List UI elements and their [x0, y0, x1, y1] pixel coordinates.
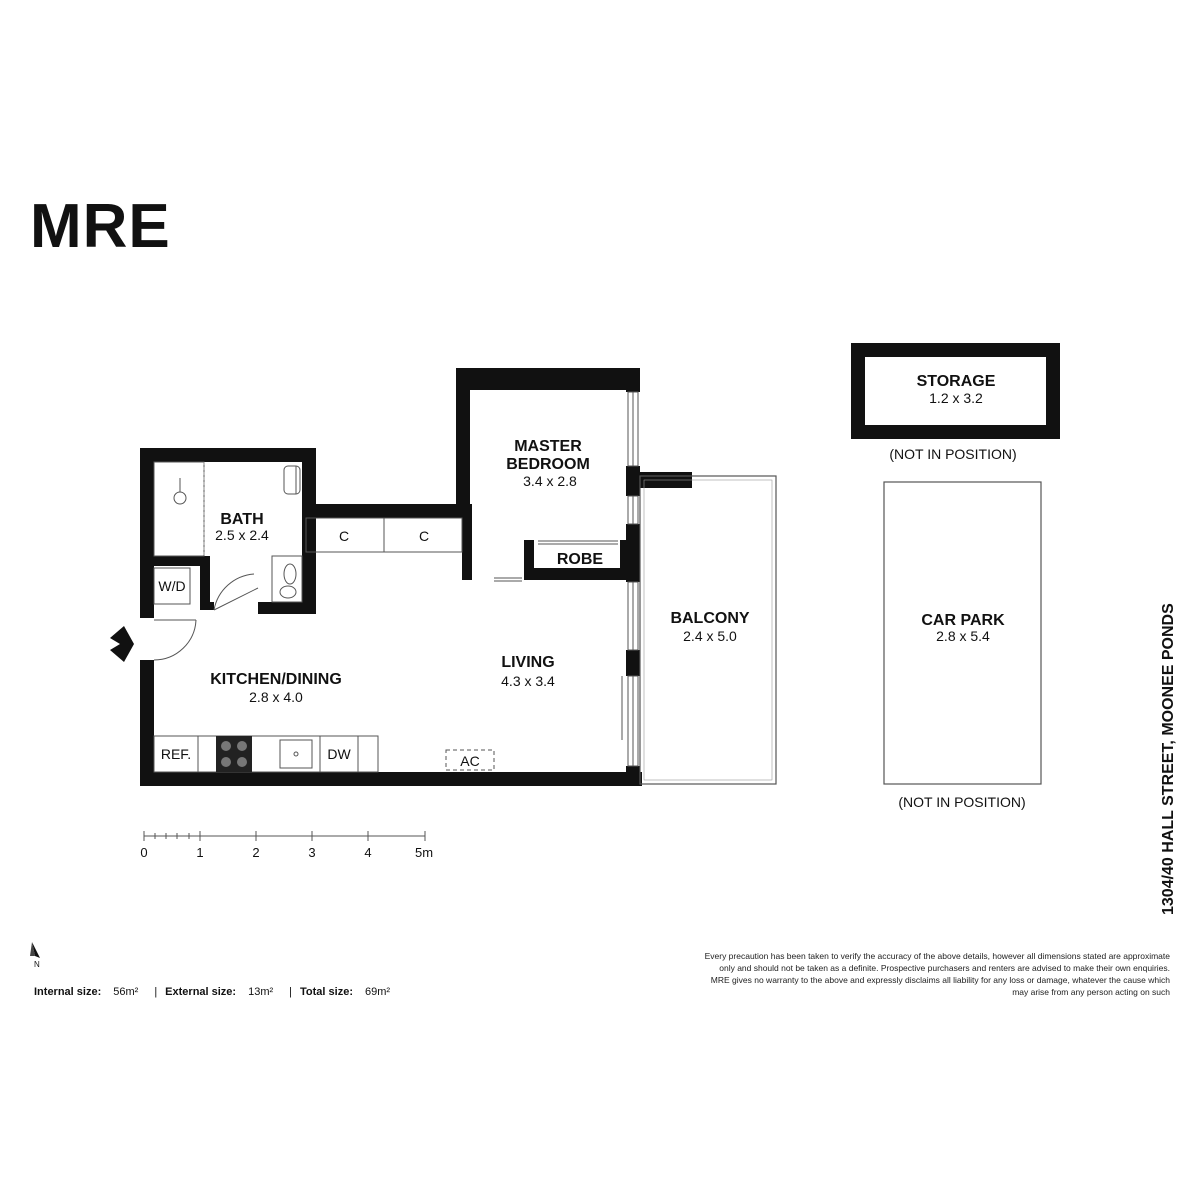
- storage-label: STORAGE: [916, 373, 996, 390]
- size-separator-2: |: [289, 986, 293, 998]
- car-park-label: CAR PARK: [921, 612, 1005, 629]
- cupboards: [306, 518, 462, 552]
- storage-size: 1.2 x 3.2: [929, 390, 983, 406]
- storage-note: (NOT IN POSITION): [889, 446, 1017, 462]
- internal-size-value: 56m²: [113, 986, 139, 998]
- total-size-value: 69m²: [365, 986, 391, 998]
- scale-tick-4: 4: [364, 845, 372, 860]
- entry-arrow-icon: [110, 626, 134, 662]
- living-size: 4.3 x 3.4: [501, 673, 555, 689]
- scale-tick-2: 2: [252, 845, 260, 860]
- dishwasher-label: DW: [327, 746, 351, 762]
- living-label: LIVING: [501, 654, 555, 671]
- brand-logo: MRE: [30, 192, 171, 261]
- toilet: [284, 466, 300, 494]
- master-bedroom-size: 3.4 x 2.8: [523, 473, 577, 489]
- scale-tick-5: 5m: [414, 845, 434, 860]
- scale-bar: [144, 831, 425, 841]
- scale-tick-0: 0: [140, 845, 148, 860]
- north-arrow-icon: [30, 942, 40, 958]
- scale-tick-1: 1: [196, 845, 204, 860]
- scale-tick-3: 3: [308, 845, 316, 860]
- size-separator-1: |: [154, 986, 158, 998]
- robe-label: ROBE: [556, 551, 604, 568]
- master-bedroom-label-1: MASTER: [514, 438, 582, 455]
- bath-size: 2.5 x 2.4: [215, 527, 269, 543]
- balcony-size: 2.4 x 5.0: [683, 628, 737, 644]
- size-summary: [34, 986, 398, 998]
- bath-label: BATH: [220, 511, 264, 528]
- kitchen-sink: [280, 740, 312, 768]
- north-label: N: [34, 960, 40, 969]
- external-size-label: External size:: [165, 986, 237, 998]
- kitchen-dining-size: 2.8 x 4.0: [249, 689, 303, 705]
- external-size-value: 13m²: [248, 986, 274, 998]
- disclaimer-text: Every precaution has been taken to verify the accuracy of the above details, however all dimensions stated are approximate only and should not be taken as a definite. Prospective purchasers and renters are advised to make their own enquiries. MRE gives no warranty to the above and expressly disclaims all liability for any loss or damage, whatever the cause which may arise from any person acting on such: [704, 951, 1170, 997]
- air-con-label: AC: [460, 753, 480, 769]
- cooktop: [216, 736, 252, 772]
- cupboard-1-label: C: [338, 528, 350, 544]
- entry-door: [154, 620, 196, 660]
- total-size-label: Total size:: [300, 986, 353, 998]
- property-address: 1304/40 HALL STREET, MOONEE PONDS: [1160, 603, 1177, 915]
- shower: [154, 462, 204, 556]
- laundry-label: W/D: [158, 578, 186, 594]
- vanity: [272, 556, 302, 602]
- balcony-label: BALCONY: [670, 610, 750, 627]
- kitchen-dining-label: KITCHEN/DINING: [210, 671, 342, 688]
- cupboard-2-label: C: [418, 528, 430, 544]
- fridge-label: REF.: [160, 746, 192, 762]
- car-park-size: 2.8 x 5.4: [936, 628, 990, 644]
- car-park-note: (NOT IN POSITION): [898, 794, 1026, 810]
- walls: [140, 368, 692, 786]
- internal-size-label: Internal size:: [34, 986, 102, 998]
- master-bedroom-label-2: BEDROOM: [506, 456, 590, 473]
